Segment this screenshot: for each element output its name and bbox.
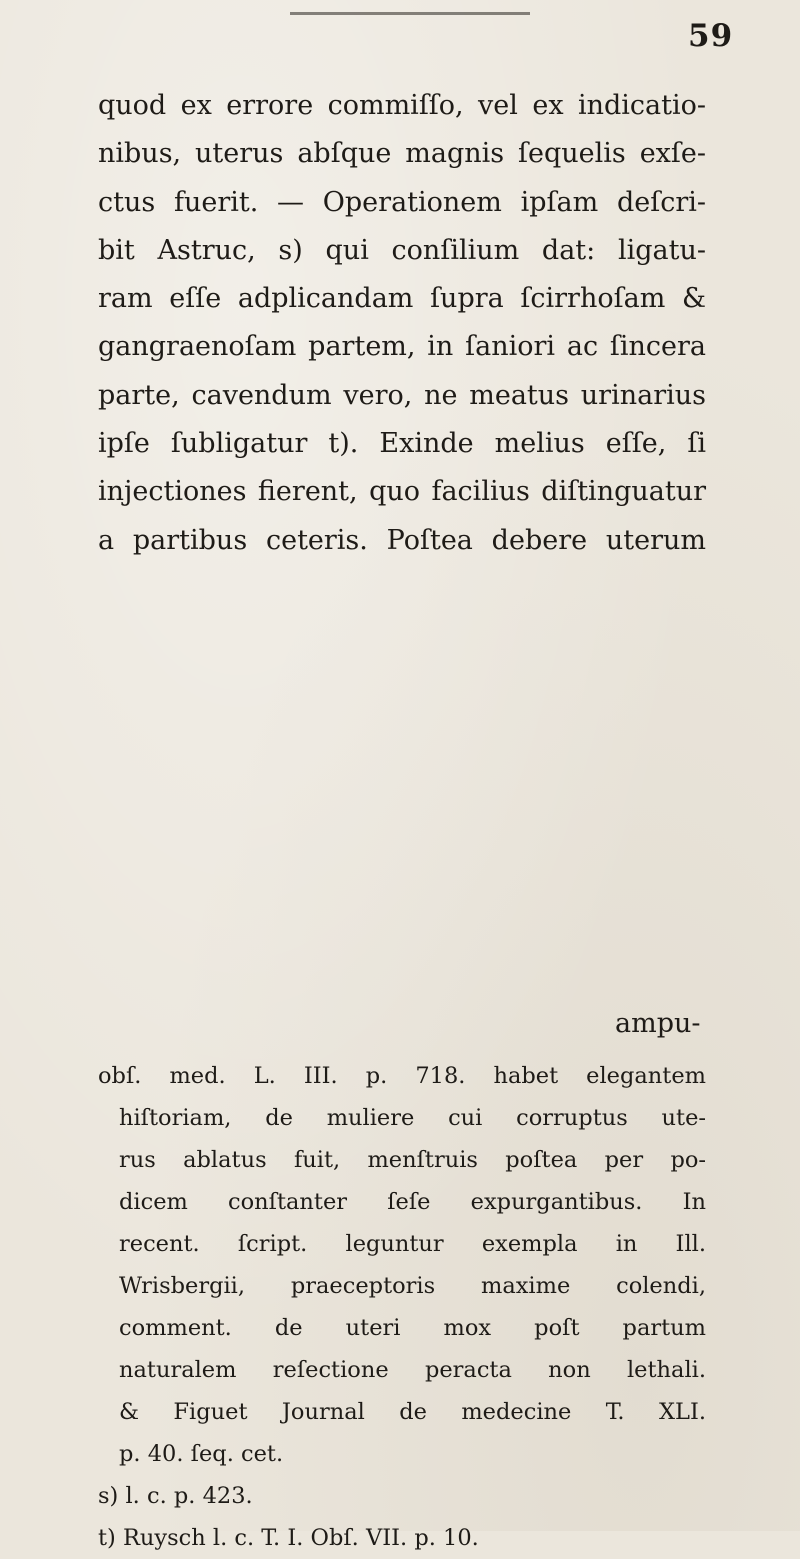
- footnote-line: obſ. med. L. III. p. 718. habet elegantem: [98, 1063, 706, 1089]
- text-line: injectiones fierent, quo facilius diſtinguatur: [98, 476, 706, 508]
- text-line: parte, cavendum vero, ne meatus urinarius: [98, 379, 706, 411]
- footnote-line: s) l. c. p. 423.: [98, 1483, 253, 1509]
- footnote-line: t) Ruysch l. c. T. I. Obſ. VII. p. 10.: [98, 1525, 479, 1551]
- footnote-line: rus ablatus fuit, menſtruis poſtea per po-: [119, 1147, 706, 1173]
- text-line: quod ex errore commiſſo, vel ex indicatio-: [98, 90, 706, 121]
- text-line: bit Astruc, s) qui conſilium dat: ligatu-: [98, 234, 706, 266]
- page-number: 59: [688, 18, 734, 54]
- footnote-line: dicem conſtanter ſeſe expurgantibus. In: [119, 1189, 706, 1215]
- footnote-line: comment. de uteri mox poſt partum: [119, 1315, 706, 1341]
- text-line: a partibus ceteris. Poſtea debere uterum: [98, 524, 706, 556]
- text-line: nibus, uterus abſque magnis ſequelis exſe-: [98, 138, 706, 170]
- footnote-line: recent. ſcript. leguntur exempla in Ill.: [119, 1231, 706, 1257]
- footnote-line: Wrisbergii, praeceptoris maxime colendi,: [119, 1273, 706, 1299]
- footnote-line: p. 40. ſeq. cet.: [119, 1441, 284, 1467]
- catchword: ampu-: [615, 1008, 701, 1039]
- footnote-line: hiſtoriam, de muliere cui corruptus ute-: [119, 1105, 706, 1131]
- text-line: ctus fuerit. — Operationem ipſam deſcri-: [98, 186, 706, 218]
- text-line: ipſe ſubligatur t). Exinde melius eſſe, ſi: [98, 428, 706, 460]
- main-text: [98, 82, 706, 565]
- header-rule: [290, 12, 530, 15]
- footnote-line: naturalem reſectione peracta non lethali.: [119, 1357, 706, 1383]
- footnote-line: & Figuet Journal de medecine T. XLI.: [119, 1399, 706, 1425]
- footnotes: [98, 1055, 706, 1559]
- text-line: gangraenoſam partem, in ſaniori ac ſincera: [98, 331, 706, 363]
- text-line: ram eſſe adplicandam ſupra ſcirrhoſam &: [98, 283, 706, 315]
